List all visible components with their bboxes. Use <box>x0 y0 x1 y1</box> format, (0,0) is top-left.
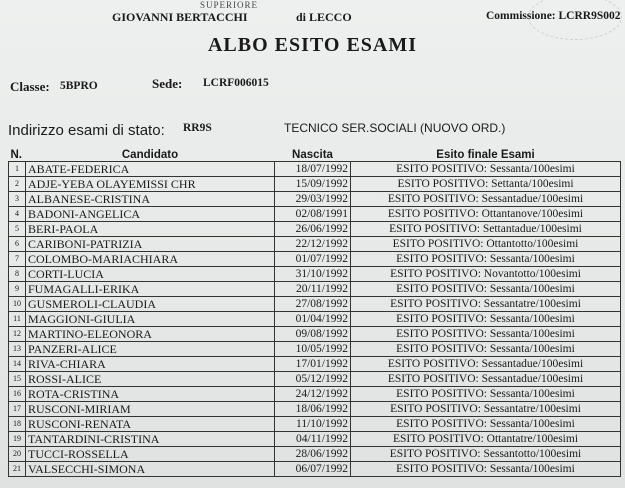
birth-date: 22/12/1992 <box>275 237 351 252</box>
candidate-name: FUMAGALLI-ERIKA <box>26 282 275 297</box>
exam-outcome: ESITO POSITIVO: Ottantanove/100esimi <box>351 207 621 222</box>
table-row <box>9 432 621 447</box>
birth-date: 26/06/1992 <box>275 222 351 237</box>
table-row <box>9 267 621 282</box>
exam-outcome: ESITO POSITIVO: Sessantatre/100esimi <box>351 297 621 312</box>
row-number: 20 <box>9 447 26 462</box>
table-body <box>9 162 621 477</box>
candidate-name: TUCCI-ROSSELLA <box>26 447 275 462</box>
row-number: 5 <box>9 222 26 237</box>
exam-outcome: ESITO POSITIVO: Settanta/100esimi <box>351 177 621 192</box>
page-title: ALBO ESITO ESAMI <box>207 34 418 56</box>
table-row <box>9 297 621 312</box>
table-row <box>9 387 621 402</box>
table-header-row <box>9 150 621 162</box>
row-number: 4 <box>9 207 26 222</box>
row-number: 9 <box>9 282 26 297</box>
table-row <box>9 327 621 342</box>
row-number: 16 <box>9 387 26 402</box>
birth-date: 01/04/1992 <box>275 312 351 327</box>
row-number: 21 <box>9 462 26 477</box>
exam-outcome: ESITO POSITIVO: Sessantatre/100esimi <box>351 402 621 417</box>
candidate-name: RUSCONI-RENATA <box>26 417 275 432</box>
row-number: 12 <box>9 327 26 342</box>
birth-date: 28/06/1992 <box>275 447 351 462</box>
table-row <box>9 222 621 237</box>
commission-code: LCRR9S002 <box>558 10 621 22</box>
exam-outcome: ESITO POSITIVO: Sessanta/100esimi <box>351 312 621 327</box>
exam-results-table <box>8 150 621 477</box>
table-row <box>9 417 621 432</box>
exam-outcome: ESITO POSITIVO: Sessanta/100esimi <box>351 417 621 432</box>
row-number: 6 <box>9 237 26 252</box>
exam-outcome: ESITO POSITIVO: Sessanta/100esimi <box>351 387 621 402</box>
birth-date: 11/10/1992 <box>275 417 351 432</box>
birth-date: 02/08/1991 <box>275 207 351 222</box>
candidate-name: ROSSI-ALICE <box>26 372 275 387</box>
row-number: 10 <box>9 297 26 312</box>
exam-outcome: ESITO POSITIVO: Sessanta/100esimi <box>351 327 621 342</box>
table-row <box>9 282 621 297</box>
birth-date: 18/06/1992 <box>275 402 351 417</box>
exam-outcome: ESITO POSITIVO: Sessantadue/100esimi <box>351 357 621 372</box>
row-number: 15 <box>9 372 26 387</box>
birth-date: 17/01/1992 <box>275 357 351 372</box>
exam-outcome: ESITO POSITIVO: Sessanta/100esimi <box>351 282 621 297</box>
table-row <box>9 252 621 267</box>
column-header-nascita: Nascita <box>292 149 333 161</box>
birth-date: 15/09/1992 <box>275 177 351 192</box>
commission-label: Commissione: <box>486 10 556 22</box>
exam-outcome: ESITO POSITIVO: Novantotto/100esimi <box>351 267 621 282</box>
table-row <box>9 372 621 387</box>
birth-date: 18/07/1992 <box>275 162 351 177</box>
column-header-esito: Esito finale Esami <box>436 149 535 161</box>
column-header-n: N. <box>10 149 22 161</box>
row-number: 14 <box>9 357 26 372</box>
sede-label: Sede: <box>152 76 183 91</box>
row-number: 11 <box>9 312 26 327</box>
birth-date: 10/05/1992 <box>275 342 351 357</box>
candidate-name: PANZERI-ALICE <box>26 342 275 357</box>
table-row <box>9 237 621 252</box>
row-number: 19 <box>9 432 26 447</box>
exam-outcome: ESITO POSITIVO: Sessantotto/100esimi <box>351 447 621 462</box>
row-number: 1 <box>9 162 26 177</box>
birth-date: 06/07/1992 <box>275 462 351 477</box>
table-row <box>9 312 621 327</box>
sede-value: LCRF006015 <box>203 77 269 89</box>
row-number: 7 <box>9 252 26 267</box>
exam-outcome: ESITO POSITIVO: Sessanta/100esimi <box>351 462 621 477</box>
candidate-name: ABATE-FEDERICA <box>26 162 275 177</box>
candidate-name: TANTARDINI-CRISTINA <box>26 432 275 447</box>
row-number: 17 <box>9 402 26 417</box>
table-row <box>9 447 621 462</box>
candidate-name: CORTI-LUCIA <box>26 267 275 282</box>
table-row <box>9 342 621 357</box>
candidate-name: MAGGIONI-GIULIA <box>26 312 275 327</box>
birth-date: 29/03/1992 <box>275 192 351 207</box>
indirizzo-code: RR9S <box>183 122 212 134</box>
candidate-name: VALSECCHI-SIMONA <box>26 462 275 477</box>
candidate-name: GUSMEROLI-CLAUDIA <box>26 297 275 312</box>
row-number: 2 <box>9 177 26 192</box>
birth-date: 05/12/1992 <box>275 372 351 387</box>
birth-date: 31/10/1992 <box>275 267 351 282</box>
exam-outcome: ESITO POSITIVO: Sessantadue/100esimi <box>351 192 621 207</box>
classe-value: 5BPRO <box>60 80 98 92</box>
candidate-name: ADJE-YEBA OLAYEMISSI CHR <box>26 177 275 192</box>
school-name: GIOVANNI BERTACCHI <box>112 10 248 24</box>
candidate-name: MARTINO-ELEONORA <box>26 327 275 342</box>
exam-outcome: ESITO POSITIVO: Sessanta/100esimi <box>351 252 621 267</box>
commission-info <box>486 10 621 22</box>
table-row <box>9 402 621 417</box>
column-header-candidato: Candidato <box>121 149 179 161</box>
exam-outcome: ESITO POSITIVO: Ottantatre/100esimi <box>351 432 621 447</box>
row-number: 3 <box>9 192 26 207</box>
candidate-name: RIVA-CHIARA <box>26 357 275 372</box>
birth-date: 04/11/1992 <box>275 432 351 447</box>
exam-outcome: ESITO POSITIVO: Sessanta/100esimi <box>351 162 621 177</box>
birth-date: 27/08/1992 <box>275 297 351 312</box>
birth-date: 09/08/1992 <box>275 327 351 342</box>
birth-date: 01/07/1992 <box>275 252 351 267</box>
school-city: di LECCO <box>296 10 352 24</box>
candidate-name: CARIBONI-PATRIZIA <box>26 237 275 252</box>
table-row <box>9 177 621 192</box>
candidate-name: ROTA-CRISTINA <box>26 387 275 402</box>
row-number: 8 <box>9 267 26 282</box>
row-number: 13 <box>9 342 26 357</box>
candidate-name: BADONI-ANGELICA <box>26 207 275 222</box>
school-superscript: SUPERIORE <box>200 0 259 10</box>
row-number: 18 <box>9 417 26 432</box>
candidate-name: RUSCONI-MIRIAM <box>26 402 275 417</box>
classe-label: Classe: <box>10 79 50 94</box>
exam-outcome: ESITO POSITIVO: Ottantotto/100esimi <box>351 237 621 252</box>
candidate-name: ALBANESE-CRISTINA <box>26 192 275 207</box>
table-row <box>9 357 621 372</box>
birth-date: 20/11/1992 <box>275 282 351 297</box>
table-row <box>9 462 621 477</box>
exam-outcome: ESITO POSITIVO: Sessanta/100esimi <box>351 342 621 357</box>
indirizzo-description: TECNICO SER.SOCIALI (NUOVO ORD.) <box>284 121 506 135</box>
birth-date: 24/12/1992 <box>275 387 351 402</box>
table-row <box>9 162 621 177</box>
indirizzo-label: Indirizzo esami di stato: <box>8 122 165 139</box>
exam-outcome: ESITO POSITIVO: Settantadue/100esimi <box>351 222 621 237</box>
candidate-name: BERI-PAOLA <box>26 222 275 237</box>
exam-outcome: ESITO POSITIVO: Sessantadue/100esimi <box>351 372 621 387</box>
table-row <box>9 192 621 207</box>
table-row <box>9 207 621 222</box>
candidate-name: COLOMBO-MARIACHIARA <box>26 252 275 267</box>
